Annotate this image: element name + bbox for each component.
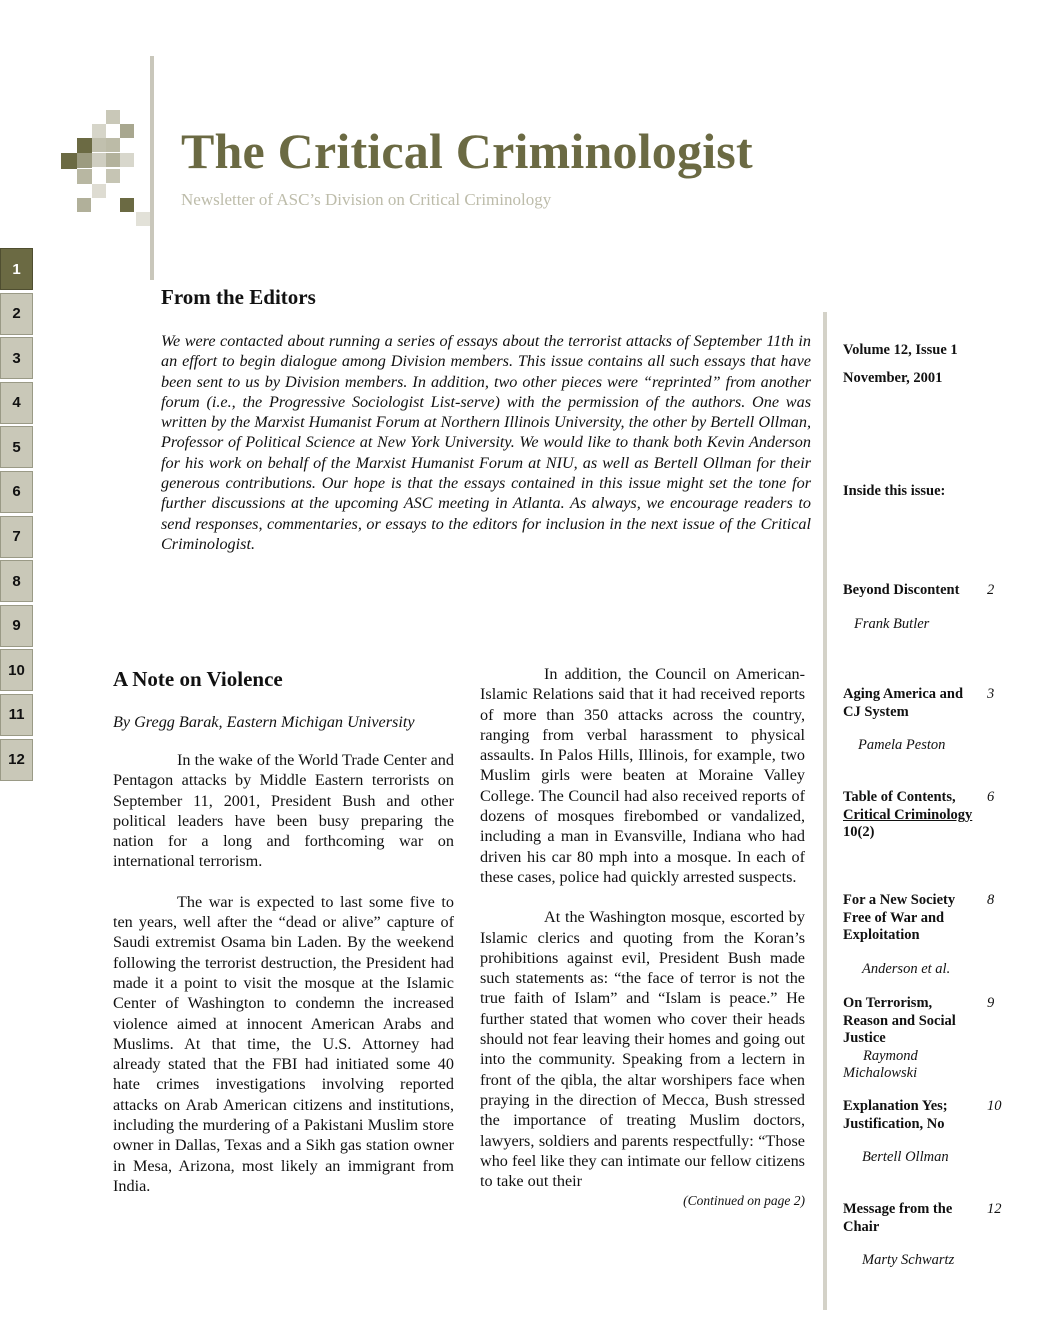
toc-item[interactable]	[843, 1201, 1033, 1270]
masthead-logo	[0, 0, 160, 230]
article-byline: By Gregg Barak, Eastern Michigan University	[113, 713, 415, 731]
toc-page: 8	[987, 892, 995, 908]
toc-page: 12	[987, 1201, 1002, 1217]
article-paragraph-3: In addition, the Council on American-Islamic Relations said that it had received reports of more than 350 attacks across the country, ranging from verbal harassment to physical assaults. In Palos Hills, Illinois, for example, two Muslim girls were beaten at Moraine Valley College. The Council had also received reports of dozens of mosques firebombed or vandalized, including a man in Evansville, Indiana who had driven his car 80 mph into a mosque. In each of these cases, police had quickly arrested suspects.	[480, 665, 805, 886]
toc-author: Raymond Michalowski	[843, 1047, 918, 1081]
page-tab-9[interactable]: 9	[0, 605, 33, 647]
article-paragraph-2: The war is expected to last some five to ten years, well after the “dead or alive” capture of Saudi extremist Osama bin Laden. By the weekend following the terrorist destruction, the President had made it a point to visit the mosque at the Islamic Center of Washington to condemn the increased violence aimed at innocent American Arabs and Muslims. At that time, the U.S. Attorney had already stated that the FBI had initiated some 40 hate crimes investigations involving reported attacks on Arab American citizens and institutions, including the murdering of a Pakistani Muslim store owner in Dallas, Texas and a Sikh gas station owner in Mesa, Arizona, most likely an immigrant from India.	[113, 892, 454, 1195]
page-tab-5[interactable]: 5	[0, 426, 33, 468]
toc-page: 3	[987, 686, 995, 702]
page-tab-7[interactable]: 7	[0, 516, 33, 558]
toc-title: For a New Society Free of War and Exploitation	[843, 892, 956, 943]
page-tab-3[interactable]: 3	[0, 337, 33, 379]
page-tab-6[interactable]: 6	[0, 471, 33, 513]
editors-body: We were contacted about running a series of essays about the terrorist attacks of September 11th in an effort to begin dialogue among Division members. This issue contains all such essays that have been sent to us by Division members. In addition, two other pieces were “reprinted” from another forum (i.e., the Progressive Sociologist List-serve) with the permission of the authors. One was written by the Marxist Humanist Forum at Northern Illinois University, the other by Bertell Ollman, Professor of Political Science at New York University. We would like to thank both Kevin Anderson for his work on behalf of the Marxist Humanist Forum at NIU, as well as Bertell Ollman for their generous contributions. Our hope is that the essays contained in this issue might set the tone for further discussions at the upcoming ASC meeting in Atlanta. As always, we encourage readers to send responses, commentaries, or essays to the editors for inclusion in the next issue of the Critical Criminologist.	[161, 332, 811, 553]
editors-heading: From the Editors	[161, 285, 316, 309]
inside-label: Inside this issue:	[843, 483, 946, 499]
toc-title-link[interactable]: Critical Criminology	[843, 806, 973, 823]
toc-author: Anderson et al.	[862, 960, 951, 977]
page-tab-2[interactable]: 2	[0, 293, 33, 335]
article-heading: A Note on Violence	[113, 667, 283, 691]
toc-author: Marty Schwartz	[862, 1252, 955, 1268]
masthead-divider	[150, 56, 154, 280]
toc-title: Explanation Yes; Justification, No	[843, 1098, 948, 1132]
toc-author: Frank Butler	[854, 615, 930, 632]
toc-title: Message from the Chair	[843, 1201, 953, 1235]
toc-author: Bertell Ollman	[862, 1149, 949, 1165]
toc-title: Aging America and CJ System	[843, 686, 964, 720]
page-tab-12[interactable]: 12	[0, 739, 33, 781]
page-tab-1[interactable]: 1	[0, 248, 33, 290]
page-tab-4[interactable]: 4	[0, 382, 33, 424]
toc-page: 9	[987, 995, 995, 1011]
toc-title-suffix: 10(2)	[843, 824, 875, 840]
toc-item[interactable]	[843, 995, 1033, 1083]
toc-page: 10	[987, 1098, 1002, 1114]
article-column-2	[480, 664, 805, 1209]
toc-item[interactable]	[843, 686, 1033, 755]
toc-title-prefix: Table of Contents,	[843, 789, 956, 805]
page-tabs	[0, 248, 35, 783]
article-column-1	[113, 664, 454, 1216]
toc-title	[843, 789, 973, 842]
page-tab-8[interactable]: 8	[0, 560, 33, 602]
newsletter-subtitle: Newsletter of ASC’s Division on Critical Criminology	[181, 190, 552, 209]
toc-title: Beyond Discontent	[843, 582, 960, 598]
issue-date: November, 2001	[843, 370, 943, 386]
toc-item[interactable]	[843, 789, 1033, 842]
page-tab-11[interactable]: 11	[0, 694, 33, 736]
sidebar-divider	[823, 312, 827, 1310]
toc-page: 6	[987, 789, 995, 805]
toc-item[interactable]	[843, 892, 1033, 978]
continued-note[interactable]: (Continued on page 2)	[683, 1193, 805, 1209]
newsletter-title: The Critical Criminologist	[181, 123, 753, 179]
page-tab-10[interactable]: 10	[0, 649, 33, 691]
article-paragraph-1: In the wake of the World Trade Center and Pentagon attacks by Middle Eastern terrorists on September 11, 2001, President Bush and other political leaders have been busy preparing the nation for a long and forthcoming war on international terrorism.	[113, 751, 454, 871]
toc-item[interactable]	[843, 1098, 1033, 1167]
article-paragraph-4: At the Washington mosque, escorted by Islamic clerics and quoting from the Koran’s prohibitions against evil, President Bush made such statements as: “the face of terror is not the true faith of Islam” and “Islam is peace.” He further stated that women who cover their heads should not fear leaving their homes and going out into the community. Speaking from a lectern in front of the qibla, the altar worshipers face when praying in the direction of Mecca, Bush stressed the importance of treating Muslim doctors, lawyers, soldiers and parents respectfully: “Those who feel like they can intimate our fellow citizens to take out their	[480, 908, 805, 1191]
issue-volume: Volume 12, Issue 1	[843, 342, 958, 358]
toc-title: On Terrorism, Reason and Social Justice	[843, 995, 956, 1046]
toc-page: 2	[987, 582, 995, 598]
toc-item[interactable]	[843, 582, 1033, 633]
toc-author: Pamela Peston	[858, 737, 946, 753]
